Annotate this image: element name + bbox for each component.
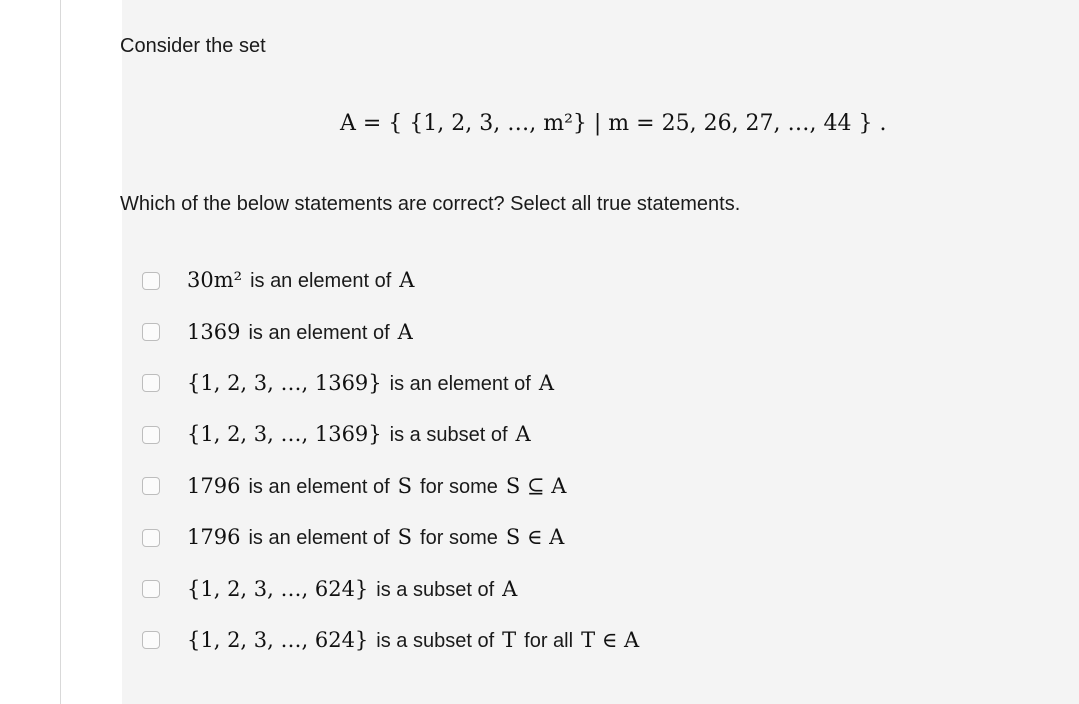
option-statement <box>187 474 566 499</box>
option-checkbox[interactable] <box>142 272 160 290</box>
question-instruction: Which of the below statements are correct? Select all true statements. <box>120 193 741 215</box>
answer-option[interactable] <box>142 255 639 306</box>
option-text: is an element of <box>250 270 392 293</box>
answer-option[interactable] <box>142 306 639 357</box>
option-checkbox[interactable] <box>142 426 160 444</box>
option-text: is a subset of <box>376 578 495 601</box>
option-checkbox[interactable] <box>142 374 160 392</box>
option-checkbox[interactable] <box>142 529 160 547</box>
option-text: is an element of <box>248 527 390 550</box>
option-math: {1, 2, 3, …, 1369} <box>187 422 382 447</box>
option-math: 1796 <box>187 525 241 550</box>
option-text: for some <box>420 527 498 550</box>
option-statement <box>187 577 517 602</box>
answer-option[interactable] <box>142 409 639 460</box>
option-math: 30m² <box>187 268 243 293</box>
option-text: is a subset of <box>389 424 508 447</box>
option-text: is an element of <box>248 475 390 498</box>
option-math: {1, 2, 3, …, 624} <box>187 576 369 601</box>
option-math: A <box>538 370 555 395</box>
option-text: is an element of <box>389 372 531 395</box>
option-math: T <box>502 627 517 652</box>
option-text: for all <box>524 629 574 652</box>
question-prompt: Consider the set <box>120 35 266 57</box>
option-statement <box>187 268 414 293</box>
option-statement <box>187 371 554 396</box>
option-math: S <box>397 525 413 550</box>
option-statement <box>187 525 564 550</box>
option-math: A <box>515 422 531 447</box>
option-math: A <box>399 268 415 293</box>
option-math: 1796 <box>187 473 241 498</box>
option-math: A <box>397 319 413 344</box>
option-math: A <box>502 576 518 601</box>
option-math: S <box>397 473 413 498</box>
option-checkbox[interactable] <box>142 580 160 598</box>
left-divider <box>60 0 61 704</box>
answer-options <box>142 255 639 666</box>
option-math: T ∈ A <box>581 627 640 652</box>
answer-option[interactable] <box>142 512 639 563</box>
answer-option[interactable] <box>142 461 639 512</box>
option-text: is a subset of <box>376 629 495 652</box>
option-math: {1, 2, 3, …, 1369} <box>187 370 382 395</box>
option-text: for some <box>420 475 498 498</box>
answer-option[interactable] <box>142 358 639 409</box>
option-checkbox[interactable] <box>142 477 160 495</box>
option-statement <box>187 422 531 447</box>
option-checkbox[interactable] <box>142 631 160 649</box>
option-math: 1369 <box>187 319 241 344</box>
option-statement <box>187 628 639 653</box>
answer-option[interactable] <box>142 563 639 614</box>
option-statement <box>187 320 413 345</box>
answer-option[interactable] <box>142 615 639 666</box>
option-math: S ∈ A <box>505 525 565 550</box>
option-text: is an element of <box>248 321 390 344</box>
option-checkbox[interactable] <box>142 323 160 341</box>
set-definition: A = { {1, 2, 3, …, m²} | m = 25, 26, 27, …, 44 } . <box>340 111 887 136</box>
option-math: {1, 2, 3, …, 624} <box>187 627 369 652</box>
option-math: S ⊆ A <box>505 473 567 498</box>
